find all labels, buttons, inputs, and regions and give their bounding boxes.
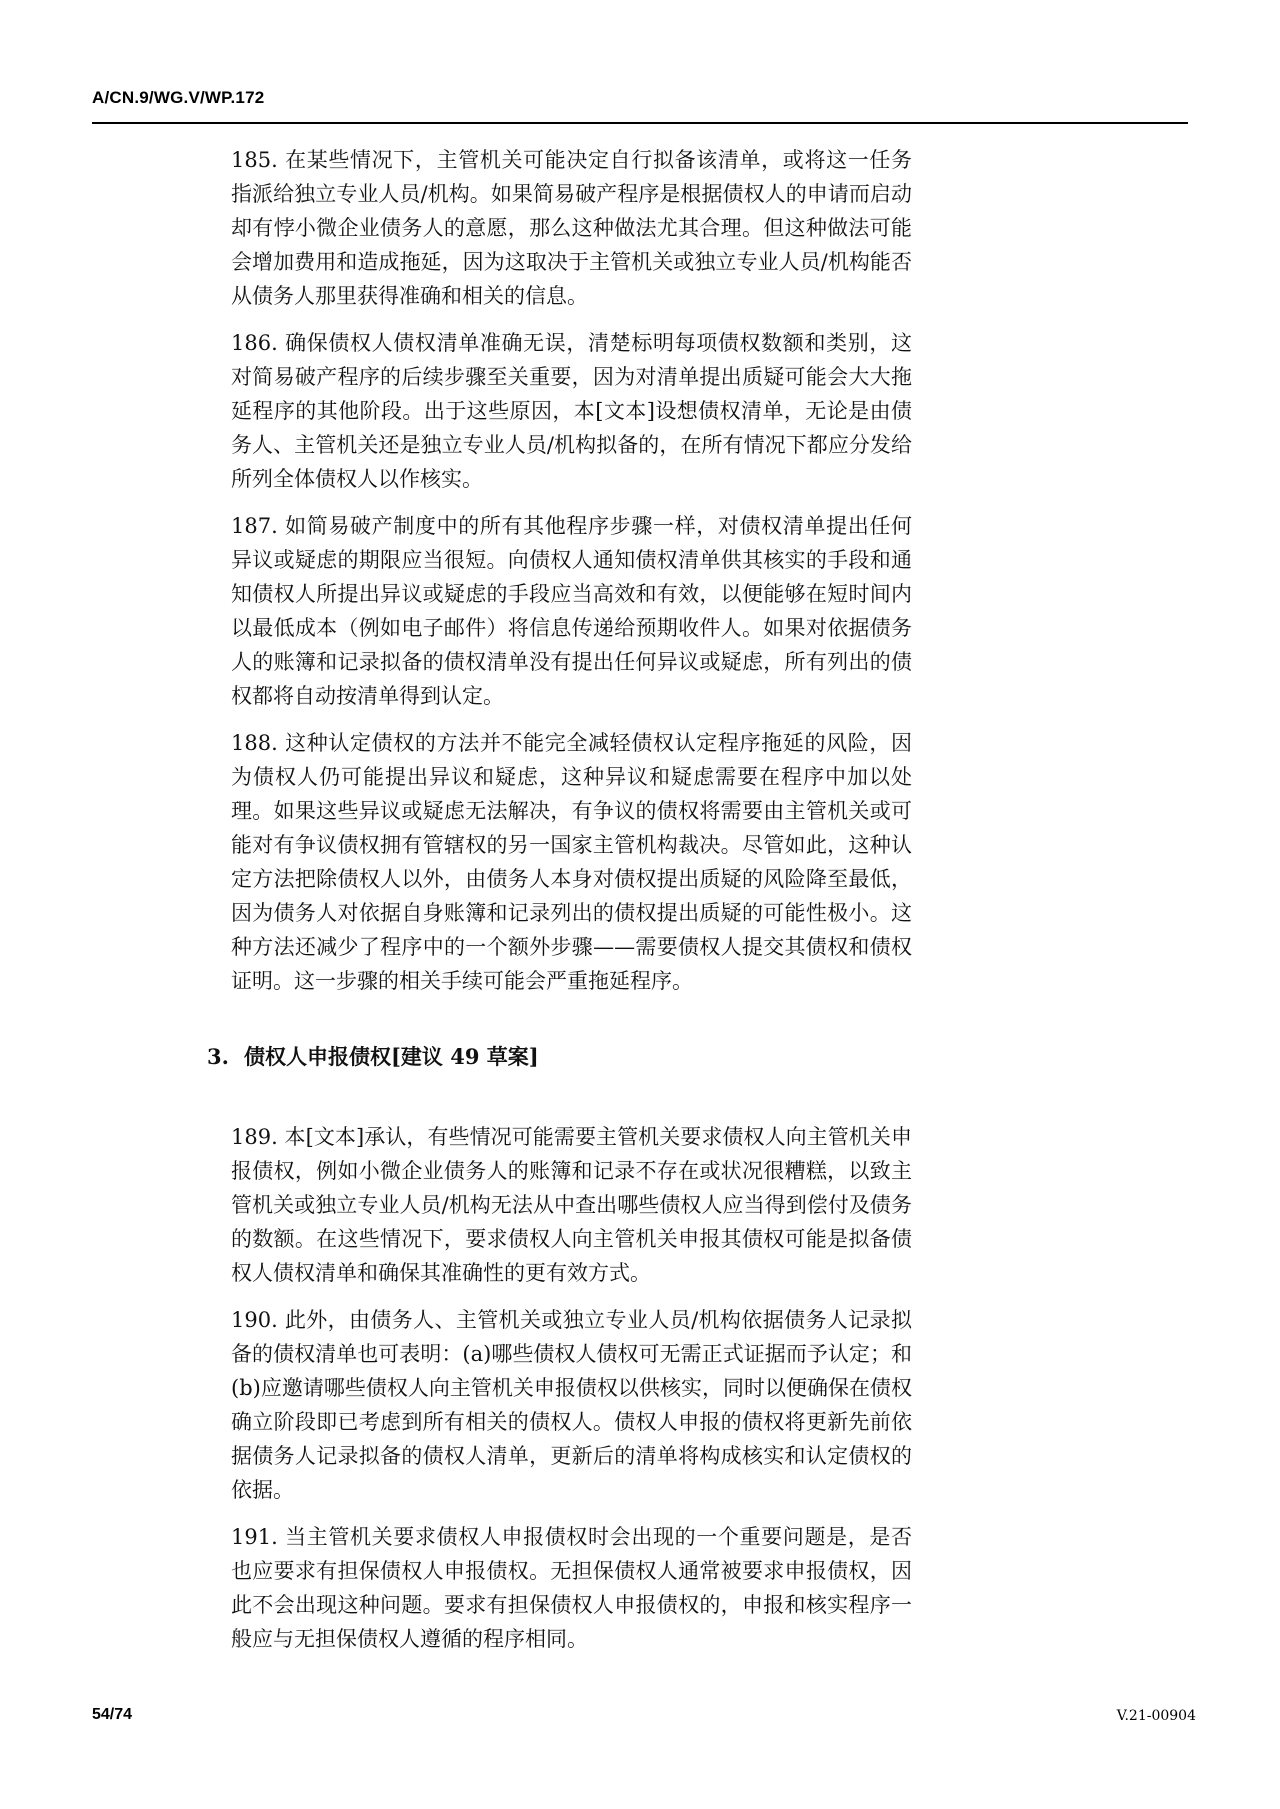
document-symbol: A/CN.9/WG.V/WP.172 (92, 88, 265, 107)
document-code: V.21-00904 (1116, 1708, 1196, 1724)
paragraph-text: 当主管机关要求债权人申报债权时会出现的一个重要问题是，是否也应要求有担保债权人申报债权。无担保债权人通常被要求申报债权，因此不会出现这种问题。要求有担保债权人申报债权的，申报和核实程序一般应与无担保债权人遵循的程序相同。 (231, 1525, 912, 1651)
paragraph-number: 186. (231, 331, 278, 355)
footer (92, 1706, 1196, 1724)
paragraph-187 (231, 509, 912, 713)
page-number: 54/74 (92, 1706, 133, 1723)
paragraph-text: 本[文本]承认，有些情况可能需要主管机关要求债权人向主管机关申报债权，例如小微企业债务人的账簿和记录不存在或状况很糟糕，以致主管机关或独立专业人员/机构无法从中查出哪些债权人应当得到偿付及债务的数额。在这些情况下，要求债权人向主管机关申报其债权可能是拟备债权人债权清单和确保其准确性的更有效方式。 (231, 1125, 912, 1285)
paragraph-185 (231, 143, 912, 313)
header-divider (92, 122, 1188, 124)
paragraph-191 (231, 1520, 912, 1656)
paragraph-number: 185. (231, 148, 278, 172)
paragraph-text: 此外，由债务人、主管机关或独立专业人员/机构依据债务人记录拟备的债权清单也可表明：(a)哪些债权人债权可无需正式证据而予认定；和(b)应邀请哪些债权人向主管机关申报债权以供核实，同时以便确保在债权确立阶段即已考虑到所有相关的债权人。债权人申报的债权将更新先前依据债务人记录拟备的债权人清单，更新后的清单将构成核实和认定债权的依据。 (231, 1308, 912, 1502)
paragraph-189 (231, 1120, 912, 1290)
paragraph-188 (231, 726, 912, 998)
paragraph-text: 确保债权人债权清单准确无误，清楚标明每项债权数额和类别，这对简易破产程序的后续步骤至关重要，因为对清单提出质疑可能会大大拖延程序的其他阶段。出于这些原因，本[文本]设想债权清单，无论是由债务人、主管机关还是独立专业人员/机构拟备的，在所有情况下都应分发给所列全体债权人以作核实。 (231, 331, 912, 491)
paragraph-number: 190. (231, 1308, 278, 1332)
section-heading-number: 3. (207, 1044, 229, 1069)
paragraph-186 (231, 326, 912, 496)
paragraph-text: 这种认定债权的方法并不能完全减轻债权认定程序拖延的风险，因为债权人仍可能提出异议和疑虑，这种异议和疑虑需要在程序中加以处理。如果这些异议或疑虑无法解决，有争议的债权将需要由主管机关或可能对有争议债权拥有管辖权的另一国家主管机构裁决。尽管如此，这种认定方法把除债权人以外，由债务人本身对债权提出质疑的风险降至最低，因为债务人对依据自身账簿和记录列出的债权提出质疑的可能性极小。这种方法还减少了程序中的一个额外步骤——需要债权人提交其债权和债权证明。这一步骤的相关手续可能会严重拖延程序。 (231, 731, 912, 993)
paragraph-190 (231, 1303, 912, 1507)
paragraph-number: 189. (231, 1125, 278, 1149)
paragraph-text: 如简易破产制度中的所有其他程序步骤一样，对债权清单提出任何异议或疑虑的期限应当很短。向债权人通知债权清单供其核实的手段和通知债权人所提出异议或疑虑的手段应当高效和有效，以便能够在短时间内以最低成本（例如电子邮件）将信息传递给预期收件人。如果对依据债务人的账簿和记录拟备的债权清单没有提出任何异议或疑虑，所有列出的债权都将自动按清单得到认定。 (231, 514, 912, 708)
section-heading-title: 债权人申报债权[建议 49 草案] (244, 1044, 539, 1069)
paragraph-number: 187. (231, 514, 278, 538)
paragraph-number: 191. (231, 1525, 278, 1549)
paragraph-text: 在某些情况下，主管机关可能决定自行拟备该清单，或将这一任务指派给独立专业人员/机构。如果简易破产程序是根据债权人的申请而启动却有悖小微企业债务人的意愿，那么这种做法尤其合理。但这种做法可能会增加费用和造成拖延，因为这取决于主管机关或独立专业人员/机构能否从债务人那里获得准确和相关的信息。 (231, 148, 912, 308)
paragraph-number: 188. (231, 731, 278, 755)
document-body (207, 143, 912, 1656)
section-heading (207, 1042, 912, 1072)
